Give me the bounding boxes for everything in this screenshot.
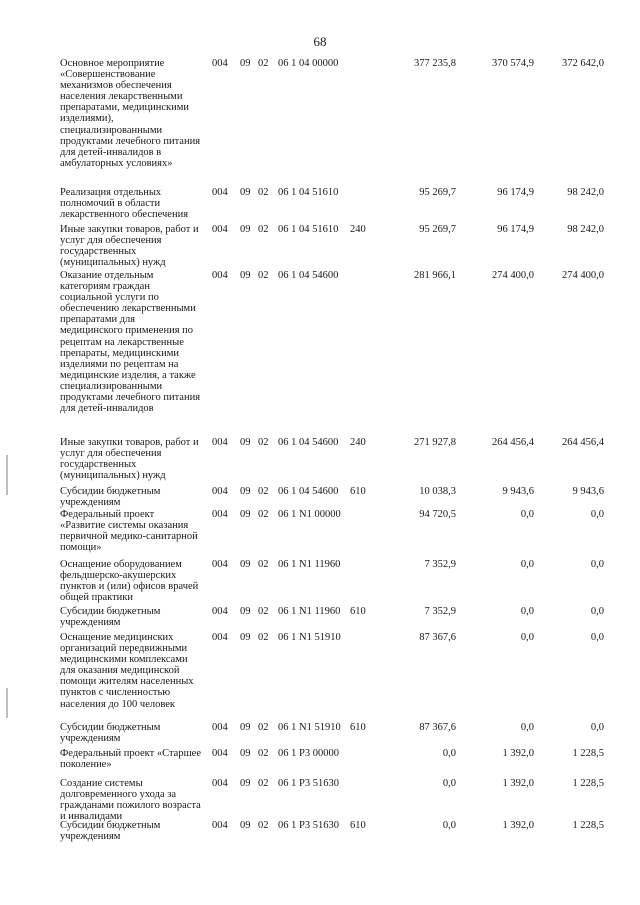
- row-name: Федеральный проект «Развитие системы оказания первичной медико-санитарной помощи»: [60, 509, 198, 554]
- amount-2020: 9 943,6: [502, 486, 534, 497]
- ved-code: 004: [212, 509, 228, 520]
- amount-2019: 94 720,5: [419, 509, 456, 520]
- amount-2019: 7 352,9: [424, 559, 456, 570]
- ved-code: 004: [212, 748, 228, 759]
- section-code: 09: [240, 187, 251, 198]
- target-article-code: 06 1 P3 51630: [278, 820, 339, 831]
- amount-2020: 96 174,9: [497, 224, 534, 235]
- target-article-code: 06 1 04 51610: [278, 187, 339, 198]
- amount-2021: 1 228,5: [572, 778, 604, 789]
- amount-2019: 95 269,7: [419, 187, 456, 198]
- target-article-code: 06 1 04 54600: [278, 270, 339, 281]
- subsection-code: 02: [258, 606, 269, 617]
- amount-2020: 1 392,0: [502, 778, 534, 789]
- ved-code: 004: [212, 437, 228, 448]
- amount-2020: 0,0: [520, 606, 534, 617]
- subsection-code: 02: [258, 509, 269, 520]
- ved-code: 004: [212, 58, 228, 69]
- ved-code: 004: [212, 559, 228, 570]
- amount-2020: 1 392,0: [502, 820, 534, 831]
- row-name: Реализация отдельных полномочий в области лекарственного обеспечения: [60, 187, 189, 221]
- expense-type-code: 240: [350, 437, 366, 448]
- amount-2020: 0,0: [520, 559, 534, 570]
- subsection-code: 02: [258, 820, 269, 831]
- target-article-code: 06 1 N1 51910: [278, 722, 341, 733]
- ved-code: 004: [212, 187, 228, 198]
- amount-2019: 7 352,9: [424, 606, 456, 617]
- section-code: 09: [240, 632, 251, 643]
- subsection-code: 02: [258, 748, 269, 759]
- target-article-code: 06 1 N1 00000: [278, 509, 341, 520]
- section-code: 09: [240, 778, 251, 789]
- target-article-code: 06 1 04 51610: [278, 224, 339, 235]
- row-name: Федеральный проект «Старшее поколение»: [60, 748, 202, 771]
- amount-2019: 87 367,6: [419, 722, 456, 733]
- row-name: Иные закупки товаров, работ и услуг для обеспечения государственных (муниципальных) нужд: [60, 224, 199, 269]
- amount-2019: 377 235,8: [414, 58, 456, 69]
- section-code: 09: [240, 486, 251, 497]
- ved-code: 004: [212, 632, 228, 643]
- row-name: Основное мероприятие «Совершенствование механизмов обеспечения населения лекарственными препаратами, медицинскими изделиями), специализированными продуктами лечебного питания для детей-инвалидов в амбулаторных условиях»: [60, 58, 201, 169]
- row-name: Иные закупки товаров, работ и услуг для обеспечения государственных (муниципальных) нужд: [60, 437, 199, 482]
- scan-edge-mark: [6, 455, 8, 495]
- amount-2021: 98 242,0: [567, 224, 604, 235]
- expense-type-code: 610: [350, 606, 366, 617]
- target-article-code: 06 1 N1 11960: [278, 606, 341, 617]
- amount-2019: 0,0: [442, 820, 456, 831]
- subsection-code: 02: [258, 559, 269, 570]
- subsection-code: 02: [258, 722, 269, 733]
- page-number: 68: [313, 34, 327, 49]
- row-name: Оказание отдельным категориям граждан социальной услуги по обеспечению лекарственными препаратами для медицинского применения по рецептам на лекарственные препараты, медицинскими изделиями по рецептам на медицинские изделия, а также специализированными продуктами лечебного питания для детей-инвалидов: [60, 270, 201, 415]
- section-code: 09: [240, 509, 251, 520]
- amount-2020: 1 392,0: [502, 748, 534, 759]
- amount-2019: 281 966,1: [414, 270, 456, 281]
- target-article-code: 06 1 04 54600: [278, 437, 339, 448]
- subsection-code: 02: [258, 632, 269, 643]
- row-name: Оснащение оборудованием фельдшерско-акушерских пунктов и (или) офисов врачей общей практики: [60, 559, 199, 604]
- amount-2020: 264 456,4: [492, 437, 534, 448]
- amount-2019: 95 269,7: [419, 224, 456, 235]
- subsection-code: 02: [258, 224, 269, 235]
- row-name: Оснащение медицинских организаций передвижными медицинскими комплексами для оказания медицинской помощи жителям населенных пунктов с численностью населения до 100 человек: [60, 632, 194, 710]
- row-name: Субсидии бюджетным учреждениям: [60, 486, 161, 509]
- amount-2021: 372 642,0: [562, 58, 604, 69]
- subsection-code: 02: [258, 58, 269, 69]
- target-article-code: 06 1 04 00000: [278, 58, 339, 69]
- amount-2019: 0,0: [442, 748, 456, 759]
- amount-2020: 0,0: [520, 632, 534, 643]
- amount-2019: 271 927,8: [414, 437, 456, 448]
- amount-2020: 274 400,0: [492, 270, 534, 281]
- amount-2020: 96 174,9: [497, 187, 534, 198]
- section-code: 09: [240, 606, 251, 617]
- ved-code: 004: [212, 722, 228, 733]
- amount-2021: 98 242,0: [567, 187, 604, 198]
- amount-2020: 0,0: [520, 722, 534, 733]
- section-code: 09: [240, 437, 251, 448]
- subsection-code: 02: [258, 437, 269, 448]
- row-name: Субсидии бюджетным учреждениям: [60, 820, 161, 843]
- section-code: 09: [240, 748, 251, 759]
- row-name: Субсидии бюджетным учреждениям: [60, 606, 161, 629]
- amount-2021: 1 228,5: [572, 820, 604, 831]
- section-code: 09: [240, 224, 251, 235]
- ved-code: 004: [212, 270, 228, 281]
- subsection-code: 02: [258, 486, 269, 497]
- target-article-code: 06 1 P3 51630: [278, 778, 339, 789]
- ved-code: 004: [212, 486, 228, 497]
- section-code: 09: [240, 270, 251, 281]
- expense-type-code: 610: [350, 486, 366, 497]
- target-article-code: 06 1 P3 00000: [278, 748, 339, 759]
- amount-2019: 10 038,3: [419, 486, 456, 497]
- target-article-code: 06 1 N1 51910: [278, 632, 341, 643]
- expense-type-code: 610: [350, 722, 366, 733]
- subsection-code: 02: [258, 778, 269, 789]
- amount-2020: 0,0: [520, 509, 534, 520]
- row-name: Субсидии бюджетным учреждениям: [60, 722, 161, 745]
- target-article-code: 06 1 N1 11960: [278, 559, 341, 570]
- ved-code: 004: [212, 224, 228, 235]
- amount-2020: 370 574,9: [492, 58, 534, 69]
- amount-2021: 274 400,0: [562, 270, 604, 281]
- target-article-code: 06 1 04 54600: [278, 486, 339, 497]
- amount-2021: 0,0: [590, 722, 604, 733]
- expense-type-code: 610: [350, 820, 366, 831]
- ved-code: 004: [212, 820, 228, 831]
- ved-code: 004: [212, 778, 228, 789]
- section-code: 09: [240, 820, 251, 831]
- amount-2021: 9 943,6: [572, 486, 604, 497]
- amount-2021: 0,0: [590, 509, 604, 520]
- scan-edge-mark: [6, 688, 8, 718]
- subsection-code: 02: [258, 187, 269, 198]
- amount-2021: 0,0: [590, 606, 604, 617]
- section-code: 09: [240, 559, 251, 570]
- amount-2019: 0,0: [442, 778, 456, 789]
- section-code: 09: [240, 58, 251, 69]
- amount-2021: 264 456,4: [562, 437, 604, 448]
- amount-2019: 87 367,6: [419, 632, 456, 643]
- row-name: Создание системы долговременного ухода за гражданами пожилого возраста и инвалидами: [60, 778, 201, 823]
- expense-type-code: 240: [350, 224, 366, 235]
- section-code: 09: [240, 722, 251, 733]
- amount-2021: 1 228,5: [572, 748, 604, 759]
- ved-code: 004: [212, 606, 228, 617]
- amount-2021: 0,0: [590, 559, 604, 570]
- subsection-code: 02: [258, 270, 269, 281]
- amount-2021: 0,0: [590, 632, 604, 643]
